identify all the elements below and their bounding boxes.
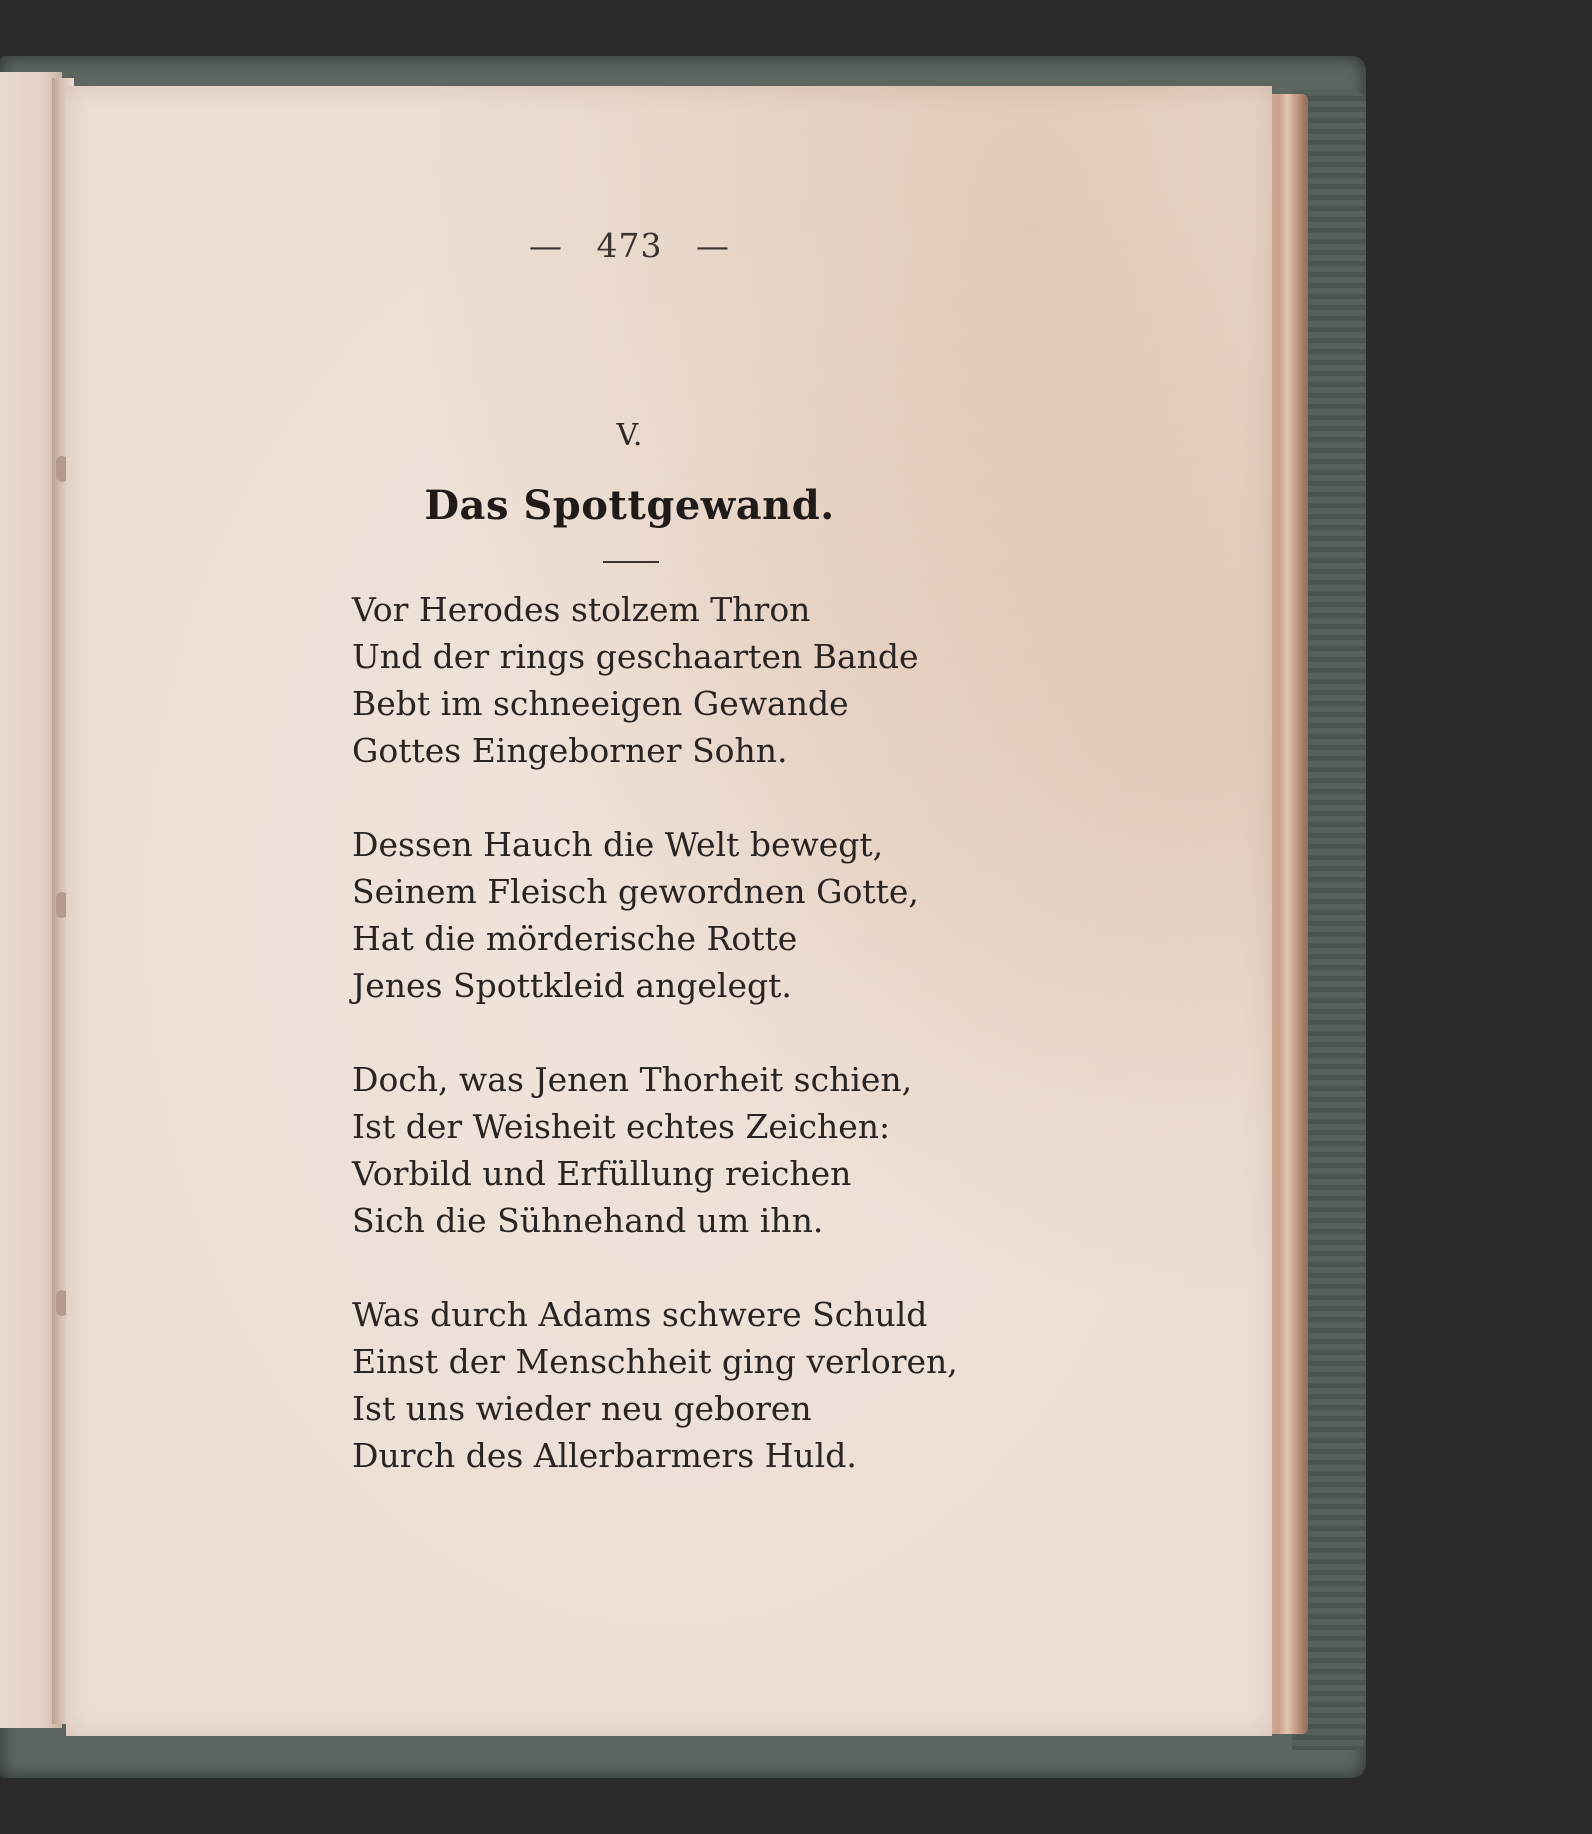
stanza-2 — [352, 821, 919, 1009]
poem-line: Einst der Menschheit ging verloren, — [352, 1342, 958, 1381]
page-number — [0, 226, 1259, 265]
poem-line: Ist uns wieder neu geboren — [352, 1389, 812, 1428]
title-rule — [603, 561, 659, 563]
poem-line: Jenes Spottkleid angelegt. — [352, 966, 792, 1005]
poem-line: Dessen Hauch die Welt bewegt, — [352, 825, 884, 864]
poem-title: Das Spottgewand. — [424, 482, 835, 529]
poem-line: Vorbild und Erfüllung reichen — [352, 1154, 852, 1193]
poem-line: Ist der Weisheit echtes Zeichen: — [352, 1107, 891, 1146]
poem-line: Was durch Adams schwere Schuld — [352, 1295, 928, 1334]
poem-line: Durch des Allerbarmers Huld. — [352, 1436, 857, 1475]
section-number: V. — [616, 418, 643, 453]
poem — [352, 586, 958, 1526]
poem-line: Bebt im schneeigen Gewande — [352, 684, 849, 723]
stanza-1 — [352, 586, 919, 774]
page-number-dash-right: — — [696, 226, 730, 265]
poem-line: Hat die mörderische Rotte — [352, 919, 798, 958]
poem-line: Sich die Sühnehand um ihn. — [352, 1201, 824, 1240]
poem-line: Vor Herodes stolzem Thron — [352, 590, 811, 629]
page-number-value: 473 — [596, 226, 663, 265]
stanza-4 — [352, 1291, 958, 1479]
page-number-dash-left: — — [529, 226, 563, 265]
poem-line: Und der rings geschaarten Bande — [352, 637, 919, 676]
poem-line: Doch, was Jenen Thorheit schien, — [352, 1060, 913, 1099]
poem-line: Gottes Eingeborner Sohn. — [352, 731, 788, 770]
poem-line: Seinem Fleisch gewordnen Gotte, — [352, 872, 919, 911]
stanza-3 — [352, 1056, 912, 1244]
